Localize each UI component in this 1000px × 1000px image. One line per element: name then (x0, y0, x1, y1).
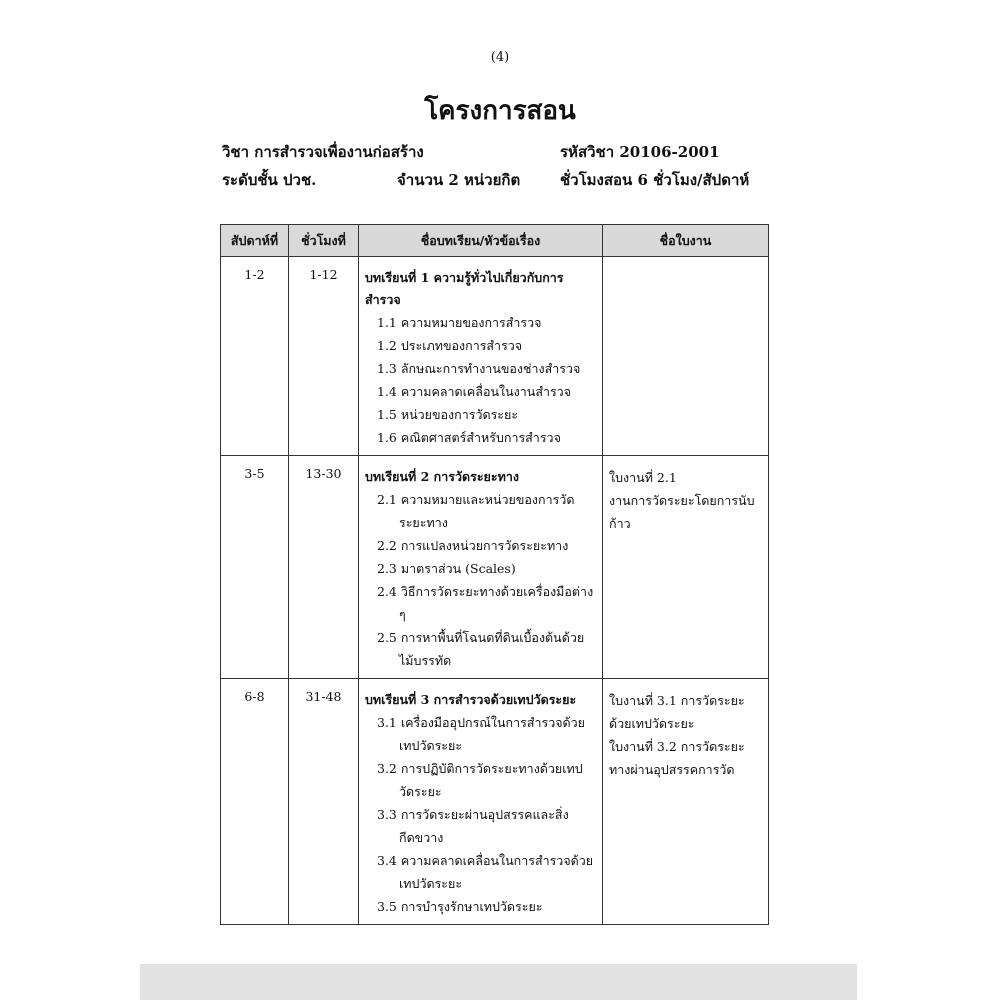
topic-item: 2.3 มาตราส่วน (Scales) (377, 561, 516, 576)
lesson-cell (359, 257, 603, 456)
header-worksheet: ชื่อใบงาน (603, 225, 769, 257)
chapter-title: บทเรียนที่ 3 การสำรวจด้วยเทปวัดระยะ (365, 692, 577, 707)
hours-label: ชั่วโมงสอน 6 ชั่วโมง/สัปดาห์ (560, 171, 750, 189)
lesson-cell (359, 456, 603, 679)
table-row (221, 257, 769, 456)
topic-item: 1.2 ประเภทของการสำรวจ (377, 338, 523, 353)
topic-item: 1.4 ความคลาดเคลื่อนในงานสำรวจ (377, 384, 572, 399)
worksheet-item: ใบงานที่ 3.2 การวัดระยะทางผ่านอุปสรรคการวัด (609, 739, 745, 777)
topic-item: 1.1 ความหมายของการสำรวจ (377, 315, 542, 330)
topic-item: 1.3 ลักษณะการทำงานของช่างสำรวจ (377, 361, 581, 376)
table-row (221, 679, 769, 925)
credits-label: จำนวน 2 หน่วยกิต (397, 171, 521, 189)
table-header-row (221, 225, 769, 257)
worksheet-item: ใบงานที่ 2.1 (609, 470, 677, 485)
page-title: โครงการสอน (424, 96, 576, 126)
table-body (221, 257, 769, 925)
week-cell: 3-5 (221, 456, 289, 679)
topic-item: 2.1 ความหมายและหน่วยของการวัดระยะทาง (377, 492, 575, 530)
lesson-cell (359, 679, 603, 925)
chapter-title: บทเรียนที่ 2 การวัดระยะทาง (365, 469, 519, 484)
topic-item: 2.4 วิธีการวัดระยะทางด้วยเครื่องมือต่าง ๆ (377, 584, 594, 622)
worksheet-item: งานการวัดระยะโดยการนับก้าว (609, 493, 755, 531)
syllabus-table (220, 224, 769, 925)
hours-cell: 13-30 (289, 456, 359, 679)
topic-item: 3.2 การปฏิบัติการวัดระยะทางด้วยเทปวัดระยะ (377, 761, 583, 799)
worksheet-cell (603, 679, 769, 925)
hours-cell: 31-48 (289, 679, 359, 925)
subject-label: วิชา การสำรวจเพื่องานก่อสร้าง (222, 143, 424, 161)
topic-item: 2.2 การแปลงหน่วยการวัดระยะทาง (377, 538, 569, 553)
level-label: ระดับชั้น ปวช. (222, 171, 317, 189)
topic-item: 3.3 การวัดระยะผ่านอุปสรรคและสิ่งกีดขวาง (377, 807, 569, 845)
header-lesson: ชื่อบทเรียน/หัวข้อเรื่อง (359, 225, 603, 257)
topic-item: 2.5 การหาพื้นที่โฉนดที่ดินเบื้องต้นด้วยไม้บรรทัด (377, 630, 585, 668)
footer-band (140, 964, 857, 1000)
topic-item: 3.4 ความคลาดเคลื่อนในการสำรวจด้วยเทปวัดระยะ (377, 853, 594, 891)
chapter-title: บทเรียนที่ 1 ความรู้ทั่วไปเกี่ยวกับการสำรวจ (365, 270, 564, 307)
topic-item: 3.5 การบำรุงรักษาเทปวัดระยะ (377, 899, 543, 914)
worksheet-item: ใบงานที่ 3.1 การวัดระยะด้วยเทปวัดระยะ (609, 693, 745, 731)
course-code-label: รหัสวิชา 20106-2001 (560, 143, 720, 161)
week-cell: 1-2 (221, 257, 289, 456)
table-row (221, 456, 769, 679)
header-hours: ชั่วโมงที่ (289, 225, 359, 257)
topic-item: 1.6 คณิตศาสตร์สำหรับการสำรวจ (377, 430, 561, 445)
worksheet-cell (603, 456, 769, 679)
header-week: สัปดาห์ที่ (221, 225, 289, 257)
page-number: (4) (490, 50, 510, 65)
week-cell: 6-8 (221, 679, 289, 925)
worksheet-cell (603, 257, 769, 456)
topic-item: 1.5 หน่วยของการวัดระยะ (377, 407, 519, 422)
topic-item: 3.1 เครื่องมืออุปกรณ์ในการสำรวจด้วยเทปวัดระยะ (377, 715, 585, 753)
hours-cell: 1-12 (289, 257, 359, 456)
